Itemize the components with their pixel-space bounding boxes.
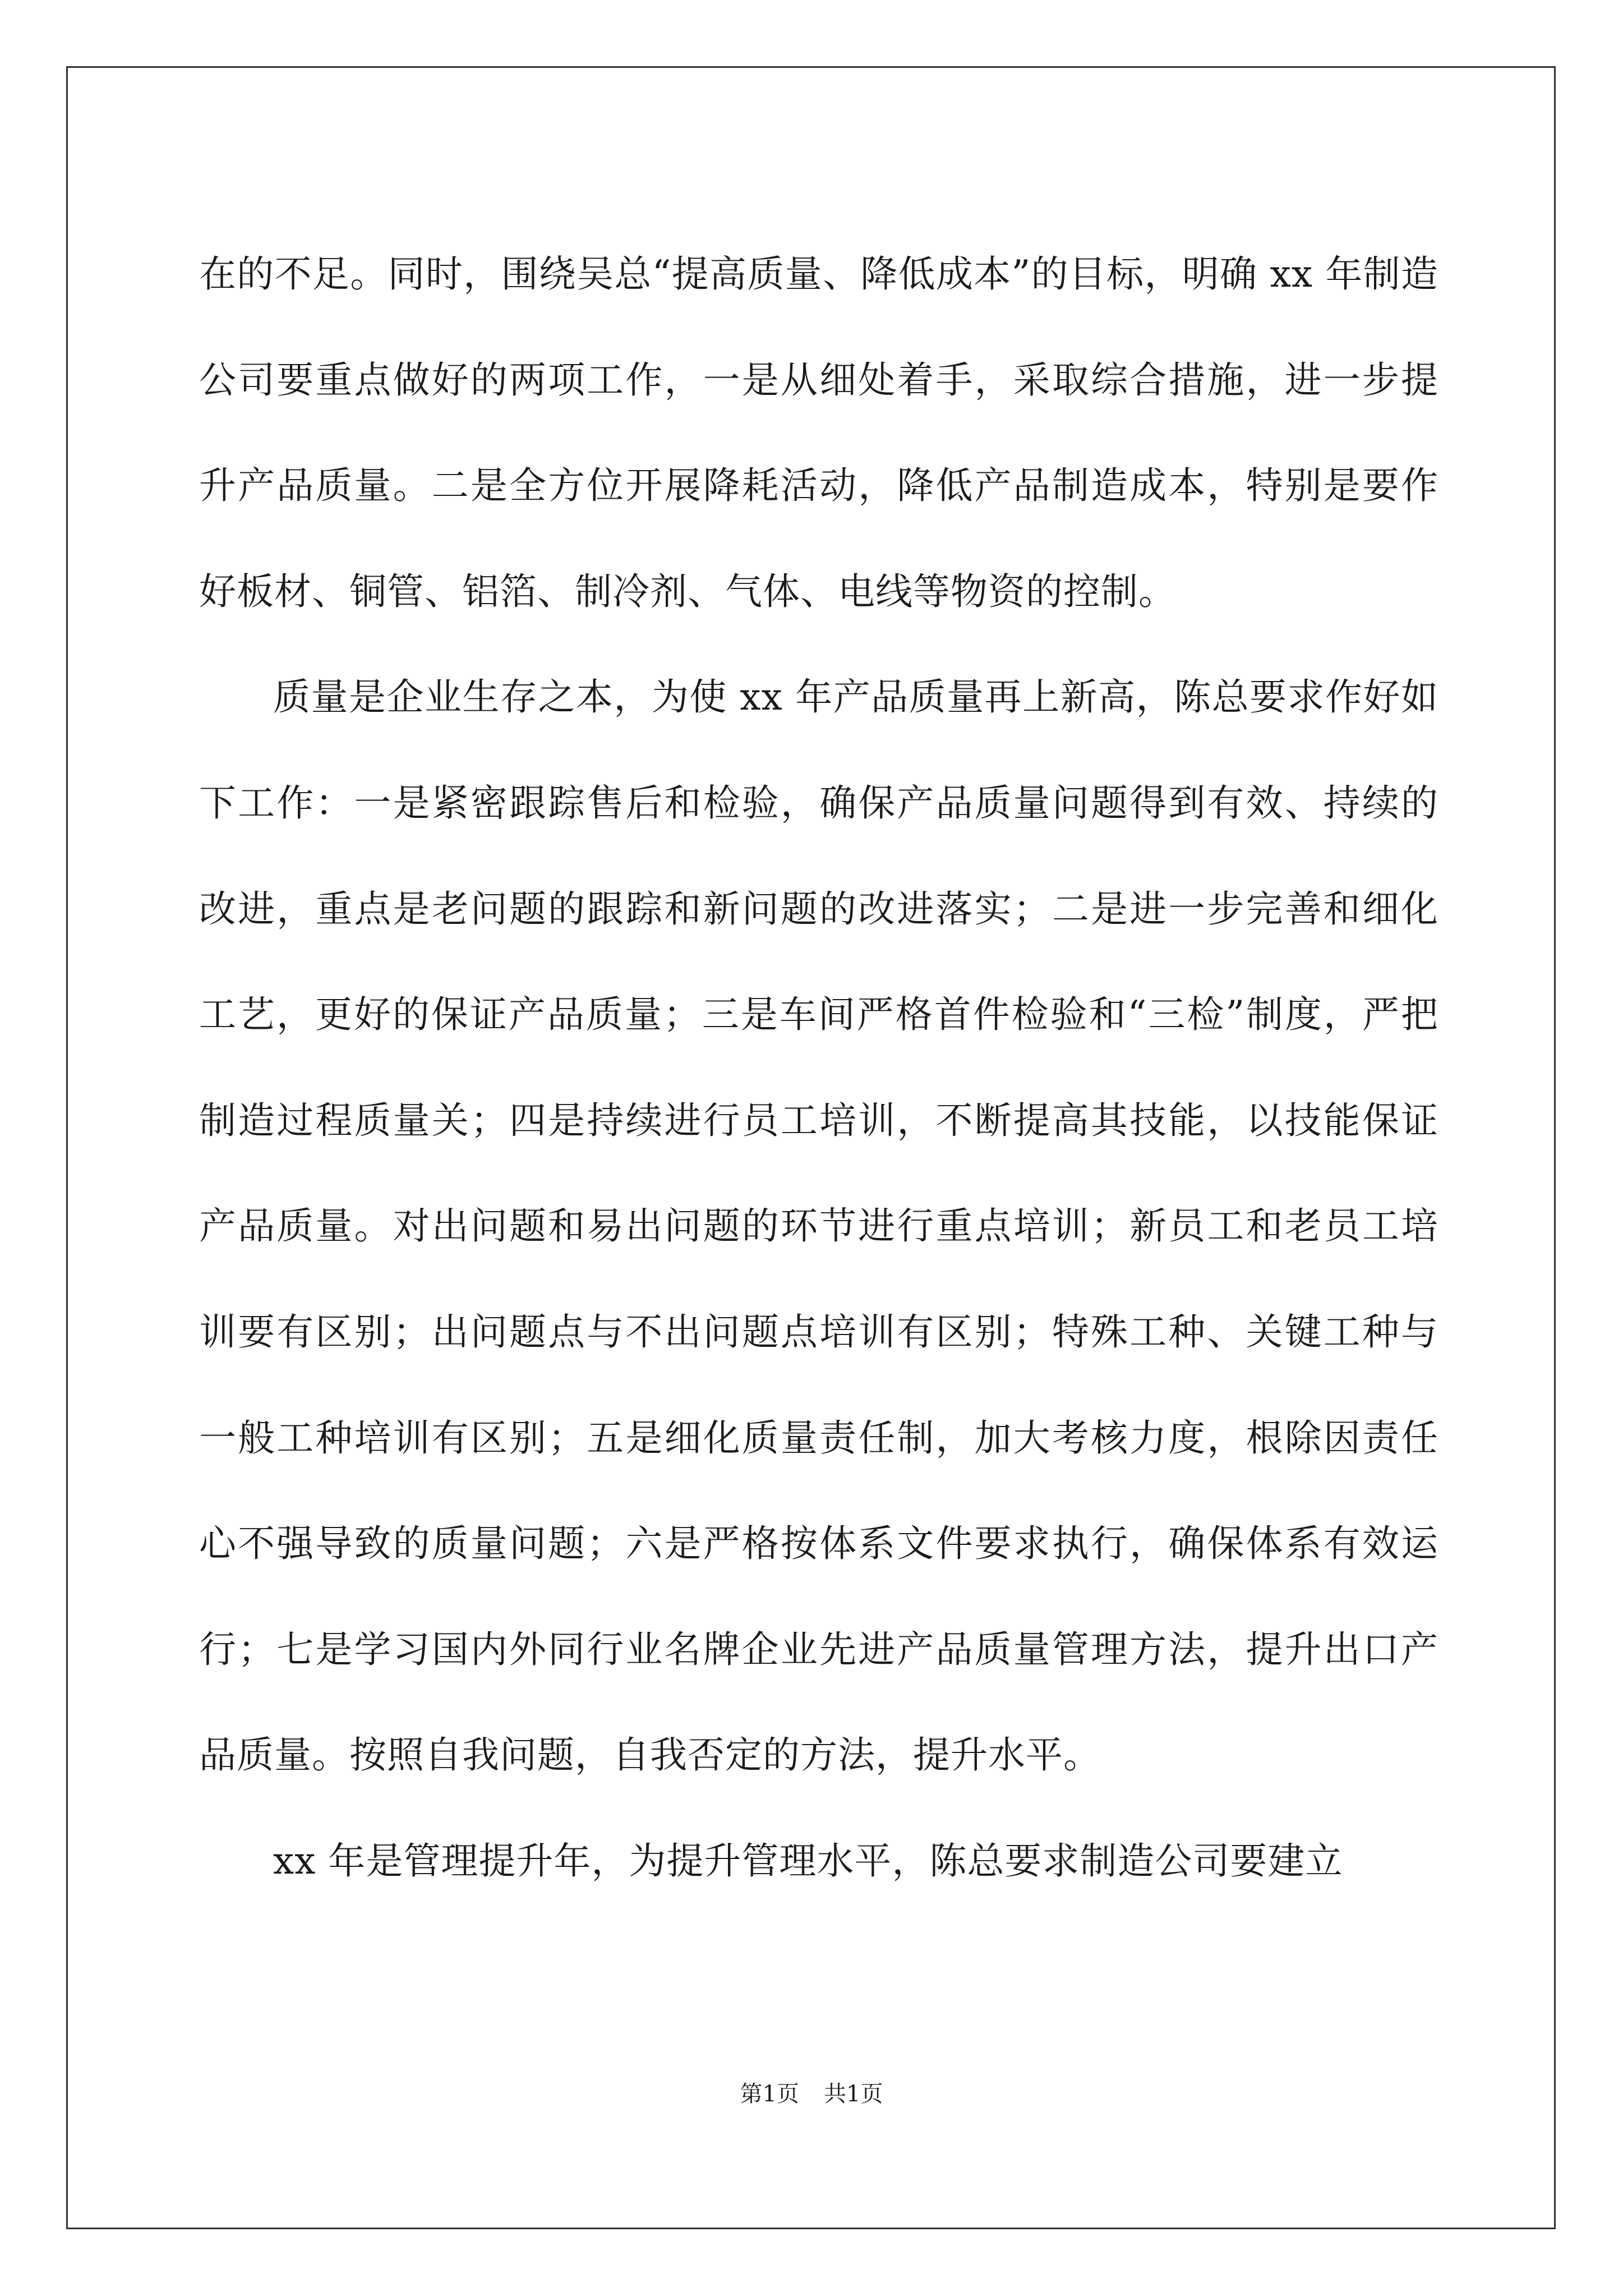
page-total: 共1页 — [824, 2081, 883, 2107]
paragraph-2: 质量是企业生存之本，为使 xx 年产品质量再上新高，陈总要求作好如下工作：一是紧密跟踪售后和检验，确保产品质量问题得到有效、持续的改进，重点是老问题的跟踪和新问题的改进落实；二是进一步完善和细化工艺，更好的保证产品质量；三是车间严格首件检验和“三检”制度，严把制造过程质量关；四是持续进行员工培训，不断提高其技能，以技能保证产品质量。对出问题和易出问题的环节进行重点培训；新员工和老员工培训要有区别；出问题点与不出问题点培训有区别；特殊工种、关键工种与一般工种培训有区别；五是细化质量责任制，加大考核力度，根除因责任心不强导致的质量问题；六是严格按体系文件要求执行，确保体系有效运行；七是学习国内外同行业名牌企业先进产品质量管理方法，提升出口产品质量。按照自我问题，自我否定的方法，提升水平。 — [199, 675, 1438, 1777]
page-footer — [0, 2078, 1623, 2110]
document-body — [199, 222, 1438, 1915]
paragraph-1: 在的不足。同时，围绕吴总“提高质量、降低成本”的目标，明确 xx 年制造公司要重点做好的两项工作，一是从细处着手，采取综合措施，进一步提升产品质量。二是全方位开展降耗活动，降低产品制造成本，特别是要作好板材、铜管、铝箔、制冷剂、气体、电线等物资的控制。 — [199, 252, 1438, 613]
page-number: 第1页 — [740, 2081, 799, 2107]
paragraph-3: xx 年是管理提升年，为提升管理水平，陈总要求制造公司要建立 — [273, 1839, 1343, 1883]
